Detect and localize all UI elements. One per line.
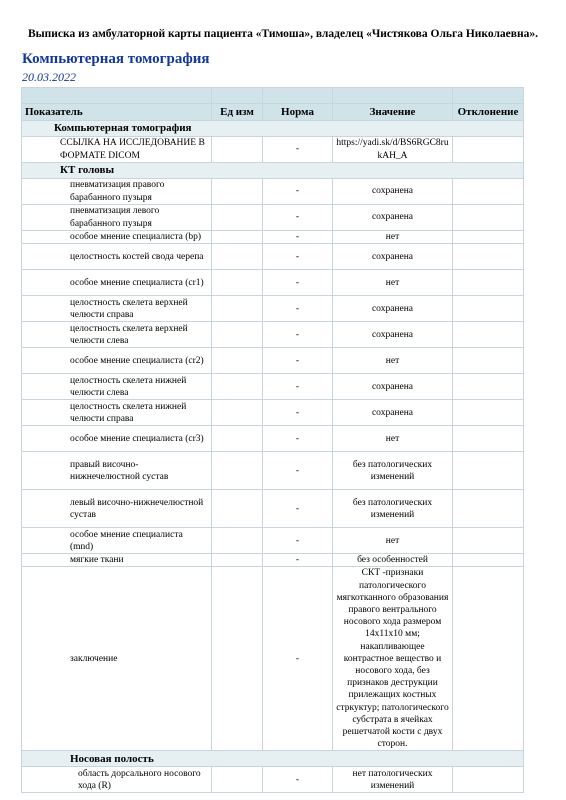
row-norm: -: [263, 400, 333, 426]
row-deviation: [453, 452, 524, 490]
row-deviation: [453, 179, 524, 205]
section-title: Компьютерная томография: [22, 121, 524, 137]
row-unit: [212, 231, 263, 244]
table-row: [22, 179, 524, 205]
row-value: нет: [333, 426, 453, 452]
row-norm: -: [263, 244, 333, 270]
row-norm: -: [263, 205, 333, 231]
row-name: особое мнение специалиста (cr2): [22, 348, 212, 374]
row-unit: [212, 348, 263, 374]
row-norm: -: [263, 567, 333, 751]
row-unit: [212, 374, 263, 400]
column-header-indicator: Показатель: [22, 104, 212, 121]
row-value: сохранена: [333, 244, 453, 270]
table-row: [22, 244, 524, 270]
row-norm: -: [263, 296, 333, 322]
page-title: Компьютерная томография: [22, 51, 210, 67]
row-value: нет: [333, 270, 453, 296]
row-name: ССЫЛКА НА ИССЛЕДОВАНИЕ В ФОРМАТЕ DICOM: [22, 137, 212, 163]
row-name: левый височно-нижнечелюстной сустав: [22, 490, 212, 528]
row-value: СКТ -признаки патологического мягкотканного образования правого вентрального носового хода размером 14х11х10 мм; накапливающее контрастное вещество и носового хода, без признаков деструкции прилежащих костных стркуктур; патологического субстрата в ячейках решетчатой кости с двух сторон.: [333, 567, 453, 751]
row-value: нет: [333, 348, 453, 374]
row-value: без патологических изменений: [333, 452, 453, 490]
table-row: [22, 452, 524, 490]
row-norm: -: [263, 452, 333, 490]
row-norm: -: [263, 374, 333, 400]
row-deviation: [453, 400, 524, 426]
row-unit: [212, 767, 263, 793]
row-deviation: [453, 231, 524, 244]
row-norm: -: [263, 231, 333, 244]
table-row: [22, 322, 524, 348]
row-value: сохранена: [333, 400, 453, 426]
table-row: [22, 231, 524, 244]
row-value: нет: [333, 528, 453, 554]
row-name: целостность скелета верхней челюсти справа: [22, 296, 212, 322]
row-deviation: [453, 348, 524, 374]
column-header-deviation: Отклонение: [453, 104, 524, 121]
row-value: нет патологических изменений: [333, 767, 453, 793]
row-unit: [212, 270, 263, 296]
exam-date: 20.03.2022: [22, 70, 76, 84]
section-row-nasal-cavity: [22, 751, 524, 767]
row-name: особое мнение специалиста (mnd): [22, 528, 212, 554]
row-unit: [212, 322, 263, 348]
section-title: Носовая полость: [22, 751, 524, 767]
row-value: без особенностей: [333, 554, 453, 567]
table-row: [22, 426, 524, 452]
row-unit: [212, 137, 263, 163]
row-value: сохранена: [333, 179, 453, 205]
row-norm: -: [263, 767, 333, 793]
row-unit: [212, 426, 263, 452]
column-header-norm: Норма: [263, 104, 333, 121]
column-header-value: Значение: [333, 104, 453, 121]
row-name: пневматизация левого барабанного пузыря: [22, 205, 212, 231]
row-name: целостность скелета верхней челюсти слева: [22, 322, 212, 348]
table-row: [22, 296, 524, 322]
row-deviation: [453, 528, 524, 554]
row-unit: [212, 400, 263, 426]
row-norm: -: [263, 270, 333, 296]
row-name: мягкие ткани: [22, 554, 212, 567]
row-value: сохранена: [333, 322, 453, 348]
row-value: нет: [333, 231, 453, 244]
row-deviation: [453, 296, 524, 322]
table-row: [22, 270, 524, 296]
row-norm: -: [263, 179, 333, 205]
row-value: сохранена: [333, 374, 453, 400]
dicom-link[interactable]: https://yadi.sk/d/BS6RGC8rukAH_A: [333, 137, 453, 163]
row-deviation: [453, 426, 524, 452]
row-name: целостность скелета нижней челюсти слева: [22, 374, 212, 400]
row-value: сохранена: [333, 205, 453, 231]
row-deviation: [453, 567, 524, 751]
table-row: [22, 767, 524, 793]
row-value: сохранена: [333, 296, 453, 322]
row-unit: [212, 567, 263, 751]
row-norm: -: [263, 322, 333, 348]
row-norm: -: [263, 426, 333, 452]
row-unit: [212, 244, 263, 270]
row-name: особое мнение специалиста (cr1): [22, 270, 212, 296]
row-name: заключение: [22, 567, 212, 751]
row-unit: [212, 528, 263, 554]
row-unit: [212, 490, 263, 528]
row-deviation: [453, 374, 524, 400]
table-header-row: [22, 104, 524, 121]
row-deviation: [453, 205, 524, 231]
row-unit: [212, 296, 263, 322]
table-row: [22, 400, 524, 426]
row-deviation: [453, 244, 524, 270]
row-name: особое мнение специалиста (cr3): [22, 426, 212, 452]
section-row-head-ct: [22, 163, 524, 179]
row-name: целостность скелета нижней челюсти справа: [22, 400, 212, 426]
table-row: [22, 490, 524, 528]
table-row: [22, 348, 524, 374]
row-name: особое мнение специалиста (bp): [22, 231, 212, 244]
section-row-ct: [22, 121, 524, 137]
row-name: целостность костей свода черепа: [22, 244, 212, 270]
row-unit: [212, 554, 263, 567]
table-row: [22, 528, 524, 554]
row-norm: -: [263, 348, 333, 374]
section-title: КТ головы: [22, 163, 524, 179]
row-norm: -: [263, 554, 333, 567]
table-row: [22, 374, 524, 400]
row-deviation: [453, 137, 524, 163]
row-deviation: [453, 554, 524, 567]
results-table: [21, 87, 524, 793]
row-name: область дорсального носового хода (R): [22, 767, 212, 793]
table-row: [22, 554, 524, 567]
table-row: [22, 205, 524, 231]
row-deviation: [453, 322, 524, 348]
document-header: Выписка из амбулаторной карты пациента «Тимоша», владелец «Чистякова Ольга Николаевна».: [28, 28, 538, 40]
column-header-unit: Ед изм: [212, 104, 263, 121]
row-unit: [212, 205, 263, 231]
row-norm: -: [263, 528, 333, 554]
row-name: правый височно-нижнечелюстной сустав: [22, 452, 212, 490]
row-deviation: [453, 270, 524, 296]
row-unit: [212, 179, 263, 205]
row-name: пневматизация правого барабанного пузыря: [22, 179, 212, 205]
table-top-band: [22, 88, 524, 104]
table-row: [22, 567, 524, 751]
table-row-dicom-link: [22, 137, 524, 163]
row-norm: -: [263, 137, 333, 163]
row-norm: -: [263, 490, 333, 528]
row-deviation: [453, 490, 524, 528]
row-value: без патологических изменений: [333, 490, 453, 528]
row-deviation: [453, 767, 524, 793]
row-unit: [212, 452, 263, 490]
